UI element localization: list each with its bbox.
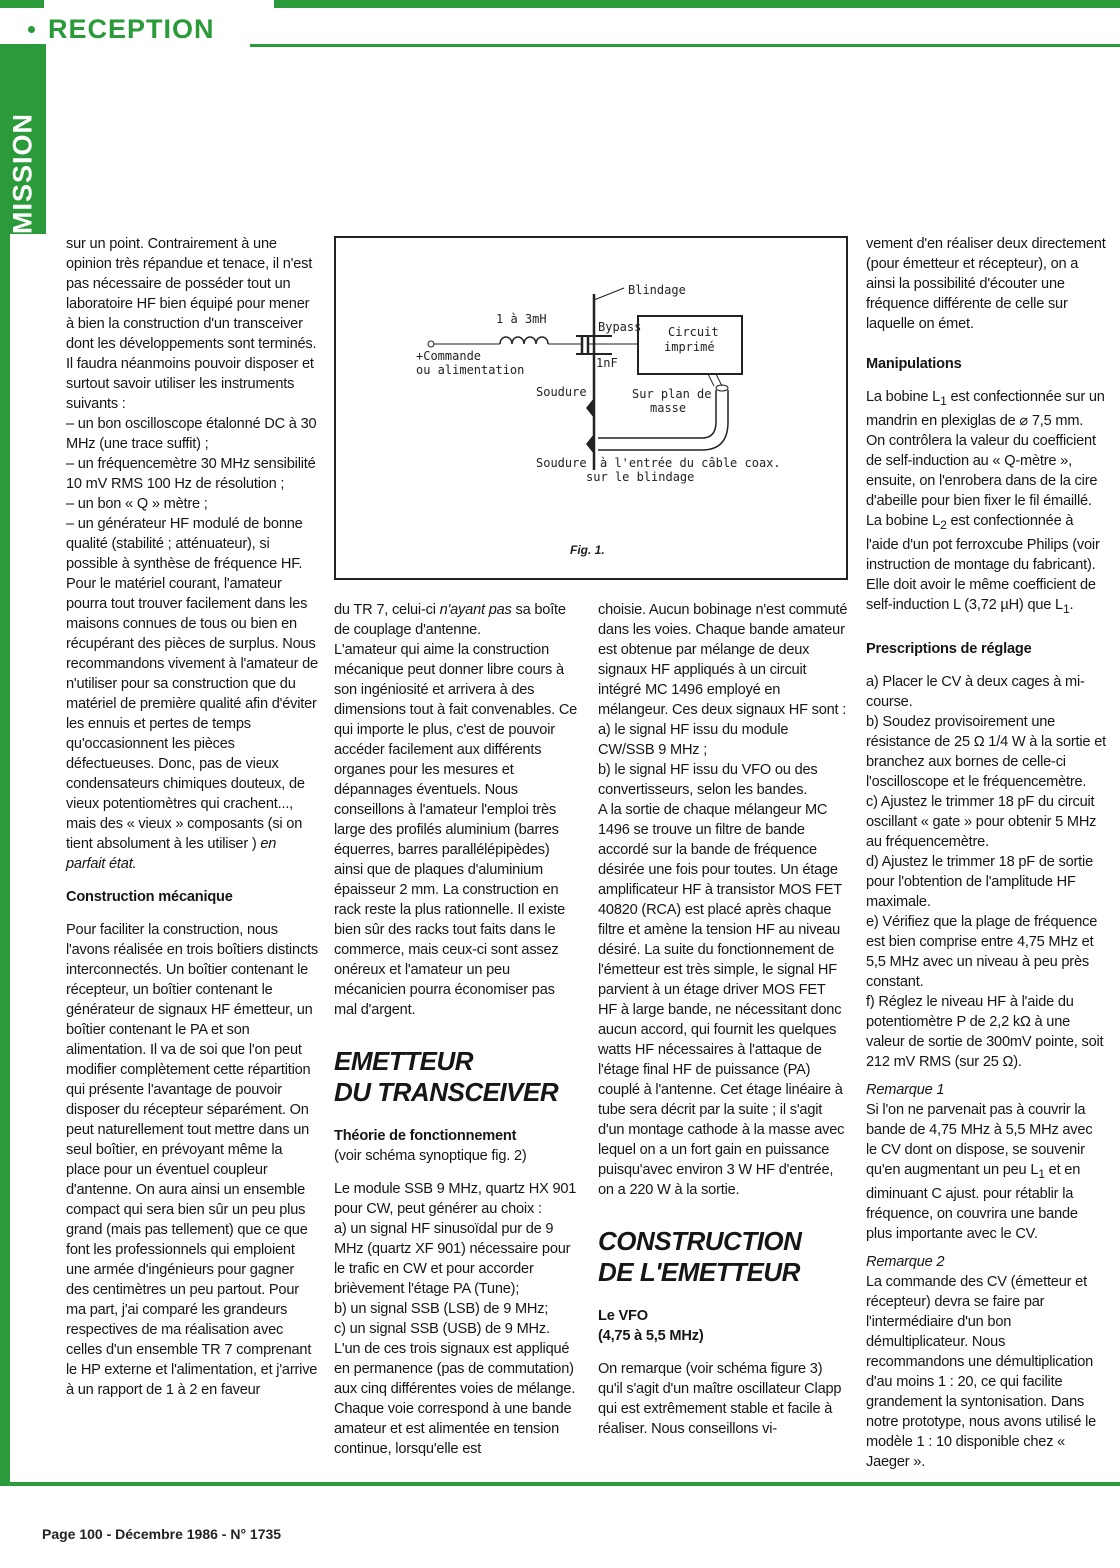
input-terminal [428, 341, 434, 347]
paragraph-text: et en diminuant C ajust. pour rétablir la fréquence, on couvrira une bande plus importante avec le CV. [866, 1161, 1081, 1242]
list-item: c) un signal SSB (USB) de 9 MHz. [334, 1321, 550, 1337]
list-item: f) Réglez le niveau HF à l'aide du potentiomètre P de 2,2 kΩ à une valeur de sortie de 300mV pointe, soit 212 mV RMS (sur 25 Ω). [866, 993, 1104, 1070]
side-tab-label: EMISSION [7, 112, 38, 254]
paragraph-text: Si l'on ne parvenait pas à couvrir la bande de 4,75 MHz à 5,5 MHz avec le CV dont on dispose, se souvenir qu'en augmentant un peu L [866, 1101, 1093, 1178]
paragraph: sur un point. Contrairement à une opinion très répandue et tenace, il n'est pas nécessaire de posséder tout un laboratoire HF bien équipé pour mener à bien la construction d'un transceiver dont les développements sont terminés. Il faudra néanmoins pouvoir disposer et surtout savoir utiliser les instruments suivants : [66, 236, 317, 412]
column-3 [598, 600, 848, 1439]
bottom-green-rule [0, 1482, 1120, 1486]
subscript: 1 [940, 393, 947, 408]
inductor-coil [500, 337, 548, 344]
subscript: 1 [1038, 1166, 1045, 1181]
solder-joint [586, 398, 594, 418]
heading-emetteur [334, 1046, 580, 1108]
section-title: RECEPTION [48, 14, 215, 44]
column-4 [866, 234, 1106, 1472]
italic-text: n'ayant pas [439, 602, 512, 618]
leader-line [594, 288, 624, 300]
column-2 [334, 600, 580, 1459]
subheading-theorie: Théorie de fonctionnement [334, 1128, 517, 1144]
heading-line: EMETTEUR [334, 1046, 473, 1076]
page-footer: Page 100 - Décembre 1986 - N° 1735 [42, 1526, 282, 1542]
heading-line: DE L'EMETTEUR [598, 1257, 800, 1287]
subscript: 2 [940, 517, 947, 532]
list-item: b) un signal SSB (LSB) de 9 MHz; [334, 1301, 549, 1317]
italic-text: en parfait état. [66, 836, 277, 872]
remark-title: Remarque 1 [866, 1081, 945, 1098]
figure-caption: Fig. 1. [570, 543, 605, 557]
paragraph [334, 600, 580, 640]
label-imprime: imprimé [664, 340, 715, 354]
label-commande: +Commande [416, 349, 482, 363]
label-coax: à l'entrée du câble coax. [600, 456, 781, 470]
list-item: c) Ajustez le trimmer 18 pF du circuit oscillant « gate » pour obtenir 5 MHz au fréquencemètre. [866, 793, 1097, 850]
label-alimentation: ou alimentation [416, 363, 525, 377]
paragraph-text: est confectionnée à l'aide d'un pot ferroxcube Philips (voir instruction de montage du fabricant). Elle doit avoir le même coefficient de self-induction L (3,72 µH) que L [866, 512, 1100, 613]
label-circuit: Circuit [668, 325, 719, 339]
paragraph: vement d'en réaliser deux directement (pour émetteur et récepteur), on a ainsi la possibilité d'écouter une fréquence différente de celle sur laquelle on émet. [866, 236, 1106, 332]
paragraph-text: La bobine L [866, 389, 941, 405]
label-soudure-top: Soudure [536, 385, 587, 399]
label-plan: Sur plan de [632, 387, 712, 401]
list-item: b) le signal HF issu du VFO ou des convertisseurs, selon les bandes. [598, 762, 818, 798]
list-item: a) un signal HF sinusoïdal pur de 9 MHz (quartz XF 901) nécessaire pour le trafic en CW et pour accorder brièvement l'étage PA (Tune); [334, 1221, 571, 1297]
paragraph: A la sortie de chaque mélangeur MC 1496 se trouve un filtre de bande accordé sur la bande de fréquence désirée une fois pour toutes. Un étage amplificateur HF à transistor MOS FET 40820 (RCA) est placé après chaque filtre et amène la tension HF au niveau désiré. La suite du fonctionnement de l'émetteur est très simple, le signal HF parvient à un étage driver MOS FET HF à large bande, ne nécessitant donc aucun accord, qui fournit les quelques watts HF nécessaires à l'attaque de l'étage final HF de puissance (PA) couplé à l'antenne. Cet étage linéaire à tube sera décrit par la suite ; il s'agit d'un montage cathode à la masse avec lequel on a un fort gain en puissance puisqu'avec environ 3 W HF d'entrée, on a 220 W à la sortie. [598, 802, 845, 1198]
label-blindage-coax: sur le blindage [586, 470, 695, 484]
subheading-vfo: Le VFO [598, 1308, 648, 1324]
paragraph: L'amateur qui aime la construction mécanique peut donner libre cours à son ingéniosité et arrivera à des dimensions tout à fait convenables. Ce qui importe le plus, c'est de pouvoir accéder facilement aux différents organes pour les mesures et dépannages éventuels. Nous conseillons à l'amateur l'emploi très large des profilés aluminium (barres équerres, barres parallélépipèdes) ainsi que de plaques d'aluminium épaisseur 2 mm. La construction en rack reste la plus rationnelle. Il existe bien sûr des racks tout faits dans le commerce, mais ceux-ci sont assez onéreux et l'amateur un peu mécanicien pourra économiser pas mal d'argent. [334, 642, 578, 1018]
paragraph-text: . [1069, 596, 1074, 613]
paragraph [866, 387, 1106, 619]
paragraph-text: sa boîte de couplage d'antenne. [334, 602, 566, 638]
subheading-note: (voir schéma synoptique fig. 2) [334, 1148, 527, 1164]
list-item: e) Vérifiez que la plage de fréquence est bien comprise entre 4,75 MHz et 5,5 MHz avec un niveau à peu près constant. [866, 913, 1098, 990]
paragraph-text: du TR 7, celui-ci [334, 602, 436, 618]
list-item: – un générateur HF modulé de bonne qualité (stabilité ; atténuateur), si possible à synthèse de fréquence HF. [66, 516, 303, 572]
list-item: – un bon oscilloscope étalonné DC à 30 MHz (une trace suffit) ; [66, 416, 317, 452]
paragraph: Pour faciliter la construction, nous l'avons réalisée en trois boîtiers distincts interconnectés. Un boîtier contenant le récepteur, un boîtier contenant le générateur de signaux HF émetteur, un boîtier contenant le PA et son alimentation. Il va de soi que l'on peut modifier complètement cette répartition qui présente l'avantage de pouvoir disposer du récepteur séparément. On peut naturellement tout mettre dans un seul boîtier, en prévoyant même la place pour un éventuel coupleur d'antenne. On aura ainsi un ensemble compact qui sera bien sûr un peu plus grand (mais pas tellement) que ce que font les professionnels qui emploient une armée d'ingénieurs pour gagner des centimètres un peu partout. Pour ma part, j'ai comparé les grandeurs respectives de ma réalisation avec celles d'un ensemble TR 7 comprenant le HP externe et l'alimentation, et j'arrive à un rapport de 1 à 2 en faveur [66, 922, 318, 1398]
list-item: – un fréquencemètre 30 MHz sensibilité 10 mV RMS 100 Hz de résolution ; [66, 456, 316, 492]
label-blindage: Blindage [628, 283, 686, 297]
paragraph: Le module SSB 9 MHz, quartz HX 901 pour CW, peut générer au choix : [334, 1181, 577, 1217]
side-tab [0, 44, 46, 254]
paragraph [866, 1100, 1106, 1244]
list-item: – un bon « Q » mètre ; [66, 496, 208, 512]
label-bypass: Bypass [598, 320, 642, 334]
figure-1 [334, 236, 848, 580]
header-bullet-dot [28, 26, 35, 33]
list-item: a) Placer le CV à deux cages à mi-course. [866, 673, 1085, 710]
remark-title: Remarque 2 [866, 1253, 945, 1270]
paragraph: L'un de ces trois signaux est appliqué en permanence (pas de commutation) aux cinq différentes voies de mélange. Chaque voie correspond à une bande amateur et est alimentée en tension continue, lorsqu'elle est [334, 1341, 576, 1457]
leader-line [716, 374, 722, 386]
subheading-vfo-range: (4,75 à 5,5 MHz) [598, 1328, 704, 1344]
header-rule [250, 44, 1120, 47]
label-masse: masse [650, 401, 687, 415]
subscript: 1 [1062, 601, 1070, 616]
column-1 [66, 234, 318, 1400]
solder-joint [586, 434, 594, 454]
paragraph: On remarque (voir schéma figure 3) qu'il s'agit d'un maître oscillateur Clapp qui est extrêmement stable et facile à réaliser. Nous conseillons vi- [598, 1361, 842, 1437]
heading-line: DU TRANSCEIVER [334, 1077, 559, 1107]
list-item: b) Soudez provisoirement une résistance de 25 Ω 1/4 W à la sortie et branchez aux bornes de celle-ci l'oscilloscope et le fréquencemètre. [866, 713, 1106, 790]
paragraph [66, 574, 318, 874]
paragraph-text: est confectionnée sur un mandrin en plexiglas de ⌀ 7,5 mm. On contrôlera la valeur du coefficient de self-induction au « Q-mètre », ensuite, on l'enrobera dans de la cire d'abeille pour bien fixer le fil émaillé. La bobine L [866, 389, 1105, 529]
leader-line [708, 374, 714, 386]
heading-line: CONSTRUCTION [598, 1226, 802, 1256]
paragraph: choisie. Aucun bobinage n'est commuté dans les voies. Chaque bande amateur est obtenue par mélange de deux signaux HF appliqués à un circuit intégré MC 1496 employé en mélangeur. Ces deux signaux HF sont : [598, 602, 848, 718]
paragraph-text: Pour le matériel courant, l'amateur pourra tout trouver facilement dans les maisons connues de tous ou bien en récupérant des pièces de surplus. Nous recommandons vivement à l'amateur de n'utiliser pour sa construction que du matériel de première qualité afin d'éviter les ennuis et pertes de temps qu'occasionnent les pièces défectueuses. Donc, pas de vieux condensateurs chimiques douteux, de vieux potentiomètres qui crachent..., mais des « vieux » composants (si on tient absolument à les utiliser ) [66, 576, 318, 852]
left-green-strip [0, 44, 10, 1484]
list-item: d) Ajustez le trimmer 18 pF de sortie pour l'obtention de l'amplitude HF maximale. [866, 853, 1093, 910]
subheading-prescriptions: Prescriptions de réglage [866, 640, 1032, 657]
label-soudure-bottom: Soudure [536, 456, 587, 470]
label-capacitor: 1nF [596, 356, 618, 370]
subheading-construction: Construction mécanique [66, 889, 233, 905]
heading-construction [598, 1226, 848, 1288]
subheading-manipulations: Manipulations [866, 356, 962, 372]
paragraph: La commande des CV (émetteur et récepteur) devra se faire par l'intermédiaire d'un bon démultiplicateur. Nous recommandons une démultiplication d'au moins 1 : 20, ce qui facilite grandement la syntonisation. Dans notre prototype, nous avons utilisé le modèle 1 : 10 disponible chez « Jaeger ». [866, 1273, 1097, 1470]
label-inductance: 1 à 3mH [496, 312, 547, 326]
list-item: a) le signal HF issu du module CW/SSB 9 MHz ; [598, 722, 789, 758]
figure-diagram [336, 238, 846, 578]
